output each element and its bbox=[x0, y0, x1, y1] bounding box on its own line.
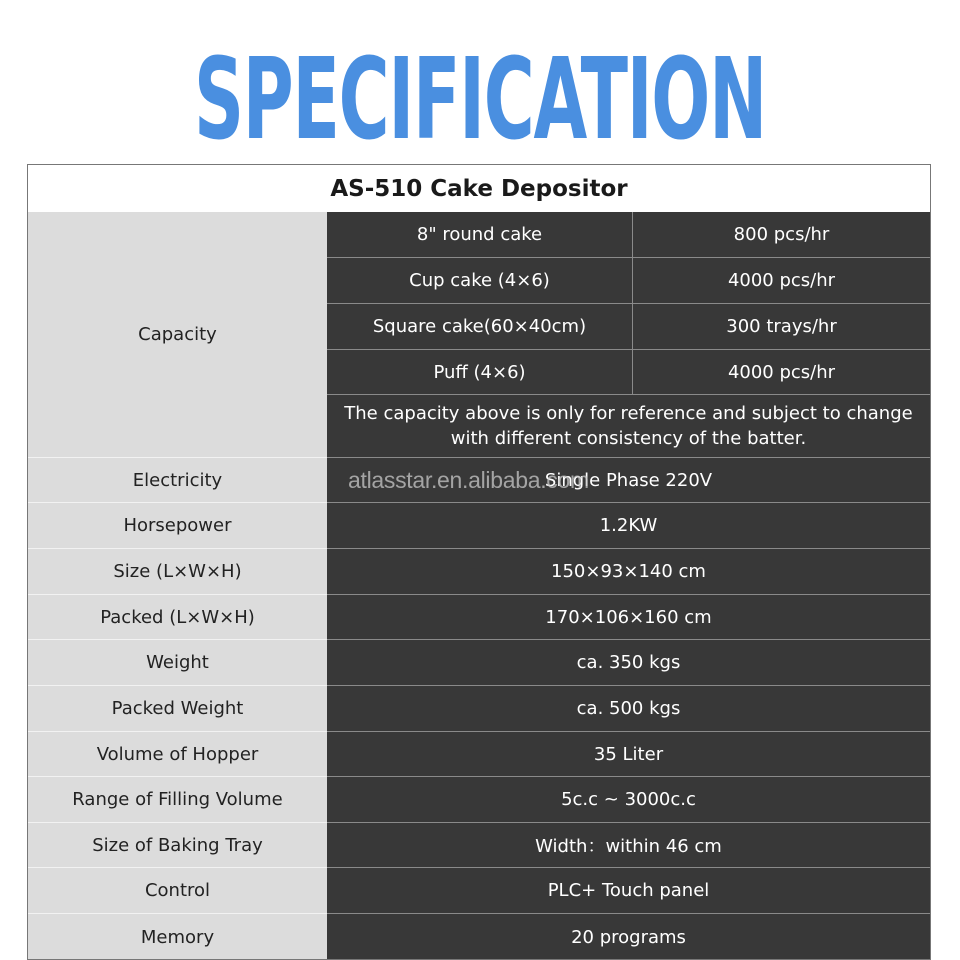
row-value-electricity: Single Phase 220V bbox=[327, 458, 930, 503]
capacity-product-1: 8" round cake bbox=[327, 212, 633, 258]
row-value-baking-tray: Width：within 46 cm bbox=[327, 823, 930, 868]
row-label-packed-weight: Packed Weight bbox=[28, 686, 327, 732]
row-label-control: Control bbox=[28, 868, 327, 914]
capacity-product-2: Cup cake (4×6) bbox=[327, 258, 633, 304]
row-label-hopper-volume: Volume of Hopper bbox=[28, 732, 327, 777]
capacity-rate-4: 4000 pcs/hr bbox=[633, 350, 930, 395]
row-value-weight: ca. 350 kgs bbox=[327, 640, 930, 686]
table-header: AS-510 Cake Depositor bbox=[28, 165, 930, 213]
capacity-product-4: Puff (4×6) bbox=[327, 350, 633, 395]
row-label-electricity: Electricity bbox=[28, 458, 327, 503]
row-value-size: 150×93×140 cm bbox=[327, 549, 930, 595]
row-value-packed-size: 170×106×160 cm bbox=[327, 595, 930, 640]
capacity-rate-1: 800 pcs/hr bbox=[633, 212, 930, 258]
row-label-baking-tray: Size of Baking Tray bbox=[28, 823, 327, 868]
row-label-weight: Weight bbox=[28, 640, 327, 686]
watermark: atlasstar.en.alibaba.com bbox=[348, 467, 589, 493]
row-value-control: PLC+ Touch panel bbox=[327, 868, 930, 914]
row-label-memory: Memory bbox=[28, 914, 327, 960]
capacity-label: Capacity bbox=[28, 212, 327, 458]
row-label-filling-volume: Range of Filling Volume bbox=[28, 777, 327, 823]
capacity-note: The capacity above is only for reference and subject to change with different consistency of the batter. bbox=[327, 395, 930, 458]
spec-table bbox=[27, 164, 931, 960]
row-value-hopper-volume: 35 Liter bbox=[327, 732, 930, 777]
row-label-horsepower: Horsepower bbox=[28, 503, 327, 549]
capacity-rate-3: 300 trays/hr bbox=[633, 304, 930, 350]
row-label-packed-size: Packed (L×W×H) bbox=[28, 595, 327, 640]
capacity-product-3: Square cake(60×40cm) bbox=[327, 304, 633, 350]
row-value-horsepower: 1.2KW bbox=[327, 503, 930, 549]
row-value-memory: 20 programs bbox=[327, 914, 930, 960]
row-value-filling-volume: 5c.c ~ 3000c.c bbox=[327, 777, 930, 823]
row-label-size: Size (L×W×H) bbox=[28, 549, 327, 595]
capacity-rate-2: 4000 pcs/hr bbox=[633, 258, 930, 304]
row-value-packed-weight: ca. 500 kgs bbox=[327, 686, 930, 732]
page-title: SPECIFICATION bbox=[194, 35, 766, 165]
